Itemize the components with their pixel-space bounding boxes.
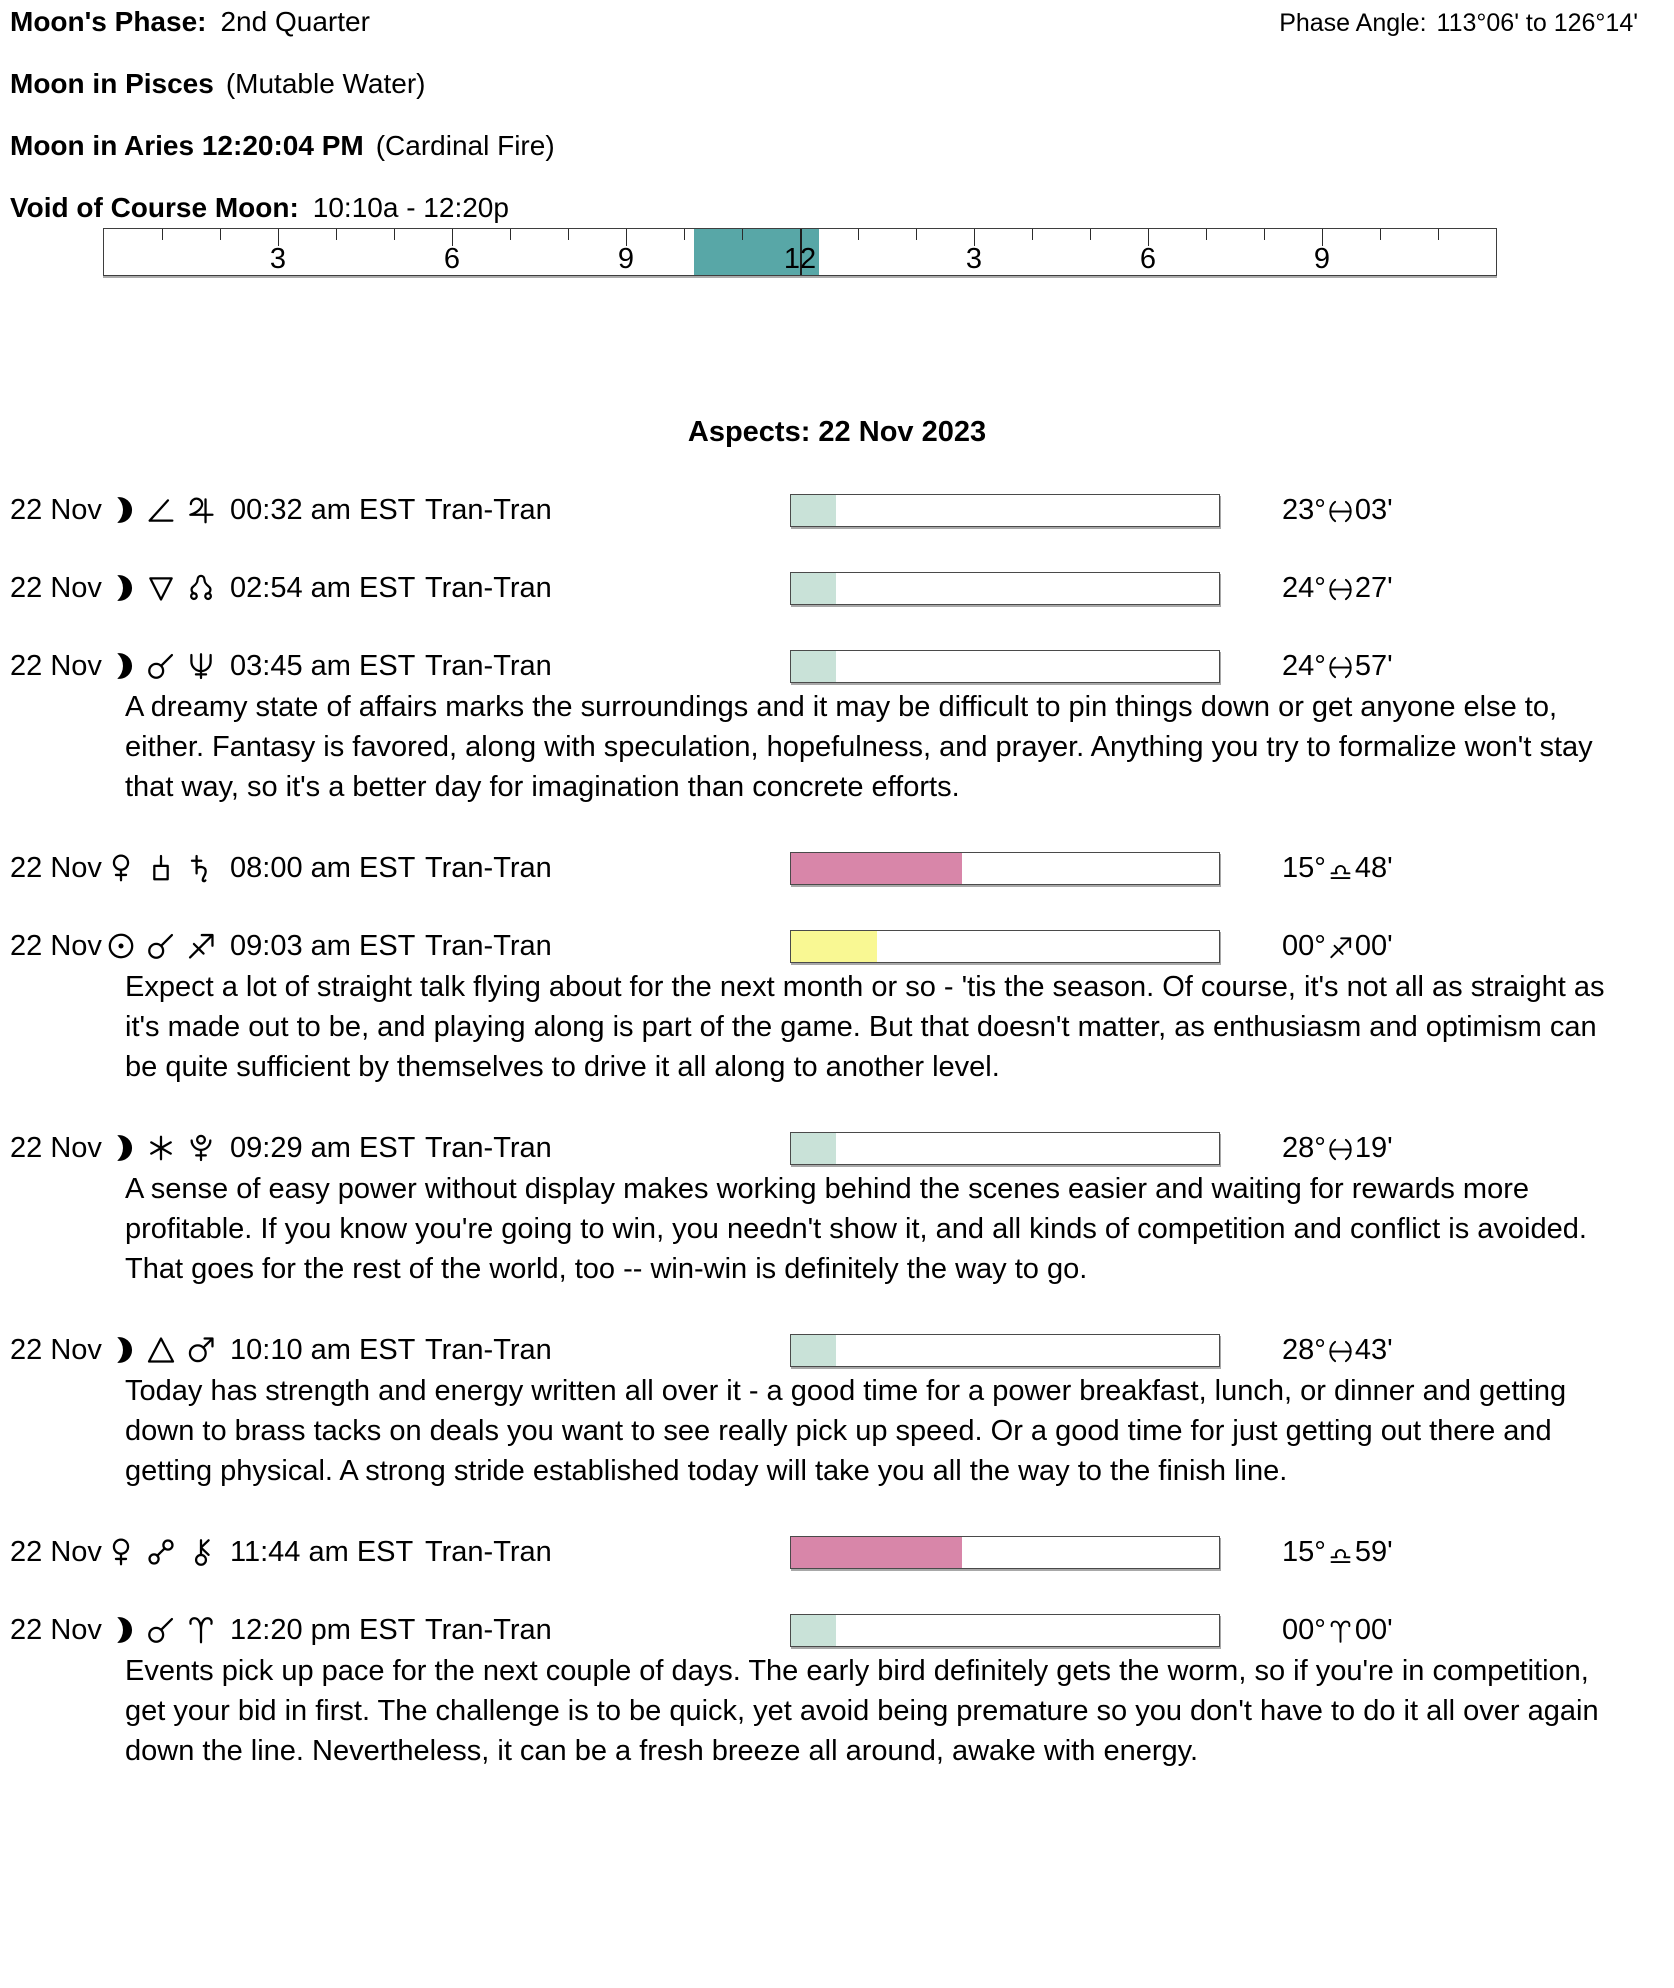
- aspect-date: 22 Nov: [10, 571, 102, 604]
- orb-bar: [790, 494, 1220, 527]
- moon-icon: [105, 494, 137, 526]
- aspect-time: 00:32 am EST: [230, 493, 416, 526]
- aspect-symbols: [105, 1536, 230, 1568]
- position-minutes: 59': [1354, 1535, 1393, 1568]
- hour-tick: [220, 229, 221, 240]
- opposition-icon: [145, 1536, 177, 1568]
- hour-tick: [916, 229, 917, 240]
- aspect-type: Tran-Tran: [425, 649, 552, 682]
- pisces-icon: [1327, 498, 1354, 525]
- aspect-date: 22 Nov: [10, 1333, 102, 1366]
- hour-tick: [394, 229, 395, 240]
- hour-label: 6: [1139, 243, 1157, 275]
- aspect-row: [0, 493, 1674, 527]
- sagittarius-icon: [185, 930, 217, 962]
- aspect-type: Tran-Tran: [425, 571, 552, 604]
- aspect-list: [0, 493, 1674, 1771]
- aspect-position: [1282, 1132, 1393, 1165]
- aspect-date: 22 Nov: [10, 649, 102, 682]
- aspect-position: [1282, 852, 1393, 885]
- sextile-icon: [145, 1132, 177, 1164]
- orb-bar-fill: [791, 495, 836, 526]
- aspect-note: A sense of easy power without display makes working behind the scenes easier and waiting for rewards more profitable. If you know you're going to win, you needn't show it, and all kinds of competition and conflict is avoided. That goes for the rest of the world, too -- win-win is definitely the way to go.: [125, 1173, 1587, 1285]
- phase-angle-value: 113°06' to 126°14': [1436, 9, 1638, 37]
- aspect-time: 11:44 am EST: [230, 1535, 414, 1568]
- hour-tick: [1264, 229, 1265, 240]
- aspect-position: [1282, 1536, 1393, 1569]
- orb-bar-fill: [791, 1335, 836, 1366]
- libra-icon: [1327, 856, 1354, 883]
- hour-tick: [568, 229, 569, 240]
- aspect-row: [0, 571, 1674, 605]
- aspect-note: A dreamy state of affairs marks the surroundings and it may be difficult to pin things down or get anyone else to, either. Fantasy is favored, along with speculation, hopefulness, and prayer. Anything you try to formalize won't stay that way, so it's a better day for imagination than concrete efforts.: [125, 691, 1593, 803]
- aspect-type: Tran-Tran: [425, 851, 552, 884]
- pisces-icon: [1327, 654, 1354, 681]
- semisextile-icon: [145, 572, 177, 604]
- orb-bar: [790, 1132, 1220, 1165]
- venus-icon: [105, 852, 137, 884]
- aspect-type: Tran-Tran: [425, 1535, 552, 1568]
- saturn-icon: [185, 852, 217, 884]
- aspect-symbols: [105, 1334, 230, 1366]
- aspect-time: 12:20 pm EST: [230, 1613, 416, 1646]
- orb-bar: [790, 1536, 1220, 1569]
- position-degrees: 28°: [1282, 1333, 1326, 1366]
- hour-tick: [1090, 229, 1091, 240]
- orb-bar: [790, 650, 1220, 683]
- aspect-row: [0, 649, 1674, 683]
- position-degrees: 15°: [1282, 1535, 1326, 1568]
- orb-bar-fill: [791, 1615, 836, 1646]
- hour-tick: [1438, 229, 1439, 240]
- aspect-date: 22 Nov: [10, 1613, 102, 1646]
- aspect-symbols: [105, 852, 230, 884]
- pisces-icon: [1327, 1136, 1354, 1163]
- aspect-date: 22 Nov: [10, 851, 102, 884]
- aspect-note: Events pick up pace for the next couple of days. The early bird definitely gets the worm, so if you're in competition, get your bid in first. The challenge is to be quick, yet avoid being premature so you don't have to do it all over again down the line. Nevertheless, it can be a fresh breeze all around, awake with energy.: [125, 1655, 1599, 1767]
- hour-tick: [1032, 229, 1033, 240]
- aspect-time: 02:54 am EST: [230, 571, 416, 604]
- aspect-row: [0, 1535, 1674, 1569]
- aspect-position: [1282, 1334, 1393, 1367]
- hour-label: 3: [965, 243, 983, 275]
- aspect-row: [0, 851, 1674, 885]
- aspect-row: [0, 1131, 1674, 1165]
- moon-phase-value: 2nd Quarter: [220, 6, 370, 37]
- hour-label: 3: [269, 243, 287, 275]
- orb-bar-fill: [791, 931, 877, 962]
- semisquare-icon: [145, 494, 177, 526]
- position-minutes: 57': [1354, 649, 1393, 682]
- aspect-symbols: [105, 930, 230, 962]
- moon-icon: [105, 1334, 137, 1366]
- hour-tick: [742, 229, 743, 240]
- pisces-icon: [1327, 576, 1354, 603]
- aspect-date: 22 Nov: [10, 929, 102, 962]
- phase-angle-label: Phase Angle:: [1279, 9, 1427, 37]
- chiron-icon: [185, 1536, 217, 1568]
- aspect-symbols: [105, 1614, 230, 1646]
- aspect-date: 22 Nov: [10, 493, 102, 526]
- orb-bar-fill: [791, 1537, 962, 1568]
- jupiter-icon: [185, 494, 217, 526]
- hour-label: 9: [1313, 243, 1331, 275]
- voc-value: 10:10a - 12:20p: [312, 192, 509, 223]
- position-minutes: 00': [1354, 1613, 1393, 1646]
- position-minutes: 00': [1354, 929, 1393, 962]
- aspect-time: 09:03 am EST: [230, 929, 416, 962]
- moon-ingress-note: (Cardinal Fire): [375, 130, 555, 161]
- orb-bar: [790, 572, 1220, 605]
- aspect-time: 10:10 am EST: [230, 1333, 416, 1366]
- position-degrees: 00°: [1282, 1613, 1326, 1646]
- position-minutes: 43': [1354, 1333, 1393, 1366]
- aspect-position: [1282, 572, 1393, 605]
- phase-angle-line: [1279, 8, 1638, 36]
- aries-icon: [1327, 1618, 1354, 1645]
- moon-icon: [105, 572, 137, 604]
- aspect-date: 22 Nov: [10, 1535, 102, 1568]
- aspect-symbols: [105, 1132, 230, 1164]
- north-node-icon: [185, 572, 217, 604]
- trine-icon: [145, 1334, 177, 1366]
- aries-icon: [185, 1614, 217, 1646]
- aspect-time: 09:29 am EST: [230, 1131, 416, 1164]
- aspect-type: Tran-Tran: [425, 1613, 552, 1646]
- aspect-time: 03:45 am EST: [230, 649, 416, 682]
- moon-sign-line: [10, 70, 1674, 98]
- hour-tick: [162, 229, 163, 240]
- conjunction-icon: [145, 1614, 177, 1646]
- orb-bar-fill: [791, 573, 836, 604]
- position-minutes: 48': [1354, 851, 1393, 884]
- aspect-position: [1282, 930, 1393, 963]
- aspect-type: Tran-Tran: [425, 1333, 552, 1366]
- aspect-position: [1282, 1614, 1393, 1647]
- moon-sign-label: Moon in Pisces: [10, 68, 214, 99]
- conjunction-icon: [145, 650, 177, 682]
- hour-tick: [1380, 229, 1381, 240]
- aspect-symbols: [105, 650, 230, 682]
- aspect-time: 08:00 am EST: [230, 851, 416, 884]
- aspect-row: [0, 1333, 1674, 1367]
- venus-icon: [105, 1536, 137, 1568]
- aspect-type: Tran-Tran: [425, 929, 552, 962]
- hour-label: 9: [617, 243, 635, 275]
- position-minutes: 19': [1354, 1131, 1393, 1164]
- position-degrees: 24°: [1282, 571, 1326, 604]
- hour-label: 6: [443, 243, 461, 275]
- aspect-type: Tran-Tran: [425, 493, 552, 526]
- aspects-title: Aspects: 22 Nov 2023: [687, 416, 987, 448]
- voc-ruler: [103, 228, 1497, 276]
- hour-tick: [858, 229, 859, 240]
- moon-icon: [105, 1132, 137, 1164]
- moon-ingress-line: [10, 132, 1674, 160]
- aspect-date: 22 Nov: [10, 1131, 102, 1164]
- orb-bar-fill: [791, 651, 836, 682]
- hour-tick: [684, 229, 685, 240]
- moon-sign-note: (Mutable Water): [225, 68, 426, 99]
- position-degrees: 15°: [1282, 851, 1326, 884]
- neptune-icon: [185, 650, 217, 682]
- aspect-position: [1282, 494, 1393, 527]
- aspect-note: Expect a lot of straight talk flying about for the next month or so - 'tis the season. Of course, it's not all as straight as it's made out to be, and playing along is part of the game. But that doesn't matter, as enthusiasm and optimism can be quite sufficient by themselves to drive it all along to another level.: [125, 971, 1605, 1083]
- moon-icon: [105, 650, 137, 682]
- libra-icon: [1327, 1540, 1354, 1567]
- orb-bar: [790, 930, 1220, 963]
- hour-label: 12: [783, 243, 817, 275]
- sesquiquadrate-icon: [145, 852, 177, 884]
- moon-icon: [105, 1614, 137, 1646]
- orb-bar: [790, 1334, 1220, 1367]
- orb-bar: [790, 852, 1220, 885]
- orb-bar: [790, 1614, 1220, 1647]
- mars-icon: [185, 1334, 217, 1366]
- moon-phase-label: Moon's Phase:: [10, 6, 207, 37]
- pisces-icon: [1327, 1338, 1354, 1365]
- aspect-position: [1282, 650, 1393, 683]
- pluto-icon: [185, 1132, 217, 1164]
- position-degrees: 00°: [1282, 929, 1326, 962]
- aspect-row: [0, 929, 1674, 963]
- position-minutes: 27': [1354, 571, 1393, 604]
- header-row: [10, 8, 1638, 36]
- orb-bar-fill: [791, 1133, 836, 1164]
- voc-line: [10, 194, 1674, 222]
- aspect-symbols: [105, 494, 230, 526]
- aspect-row: [0, 1613, 1674, 1647]
- hour-tick: [510, 229, 511, 240]
- moon-phase-line: [10, 8, 370, 36]
- orb-bar-fill: [791, 853, 962, 884]
- aspect-type: Tran-Tran: [425, 1131, 552, 1164]
- position-degrees: 28°: [1282, 1131, 1326, 1164]
- hour-tick: [336, 229, 337, 240]
- aspect-note: Today has strength and energy written all over it - a good time for a power breakfast, lunch, or dinner and getting down to brass tacks on deals you want to see really pick up speed. Or a good time for just getting out there and getting physical. A strong stride established today will take you all the way to the finish line.: [125, 1375, 1567, 1487]
- sagittarius-icon: [1327, 934, 1354, 961]
- voc-label: Void of Course Moon:: [10, 192, 299, 223]
- moon-ingress-label: Moon in Aries 12:20:04 PM: [10, 130, 364, 161]
- position-degrees: 24°: [1282, 649, 1326, 682]
- position-degrees: 23°: [1282, 493, 1326, 526]
- hour-tick: [1206, 229, 1207, 240]
- aspect-symbols: [105, 572, 230, 604]
- conjunction-icon: [145, 930, 177, 962]
- position-minutes: 03': [1354, 493, 1393, 526]
- sun-icon: [105, 930, 137, 962]
